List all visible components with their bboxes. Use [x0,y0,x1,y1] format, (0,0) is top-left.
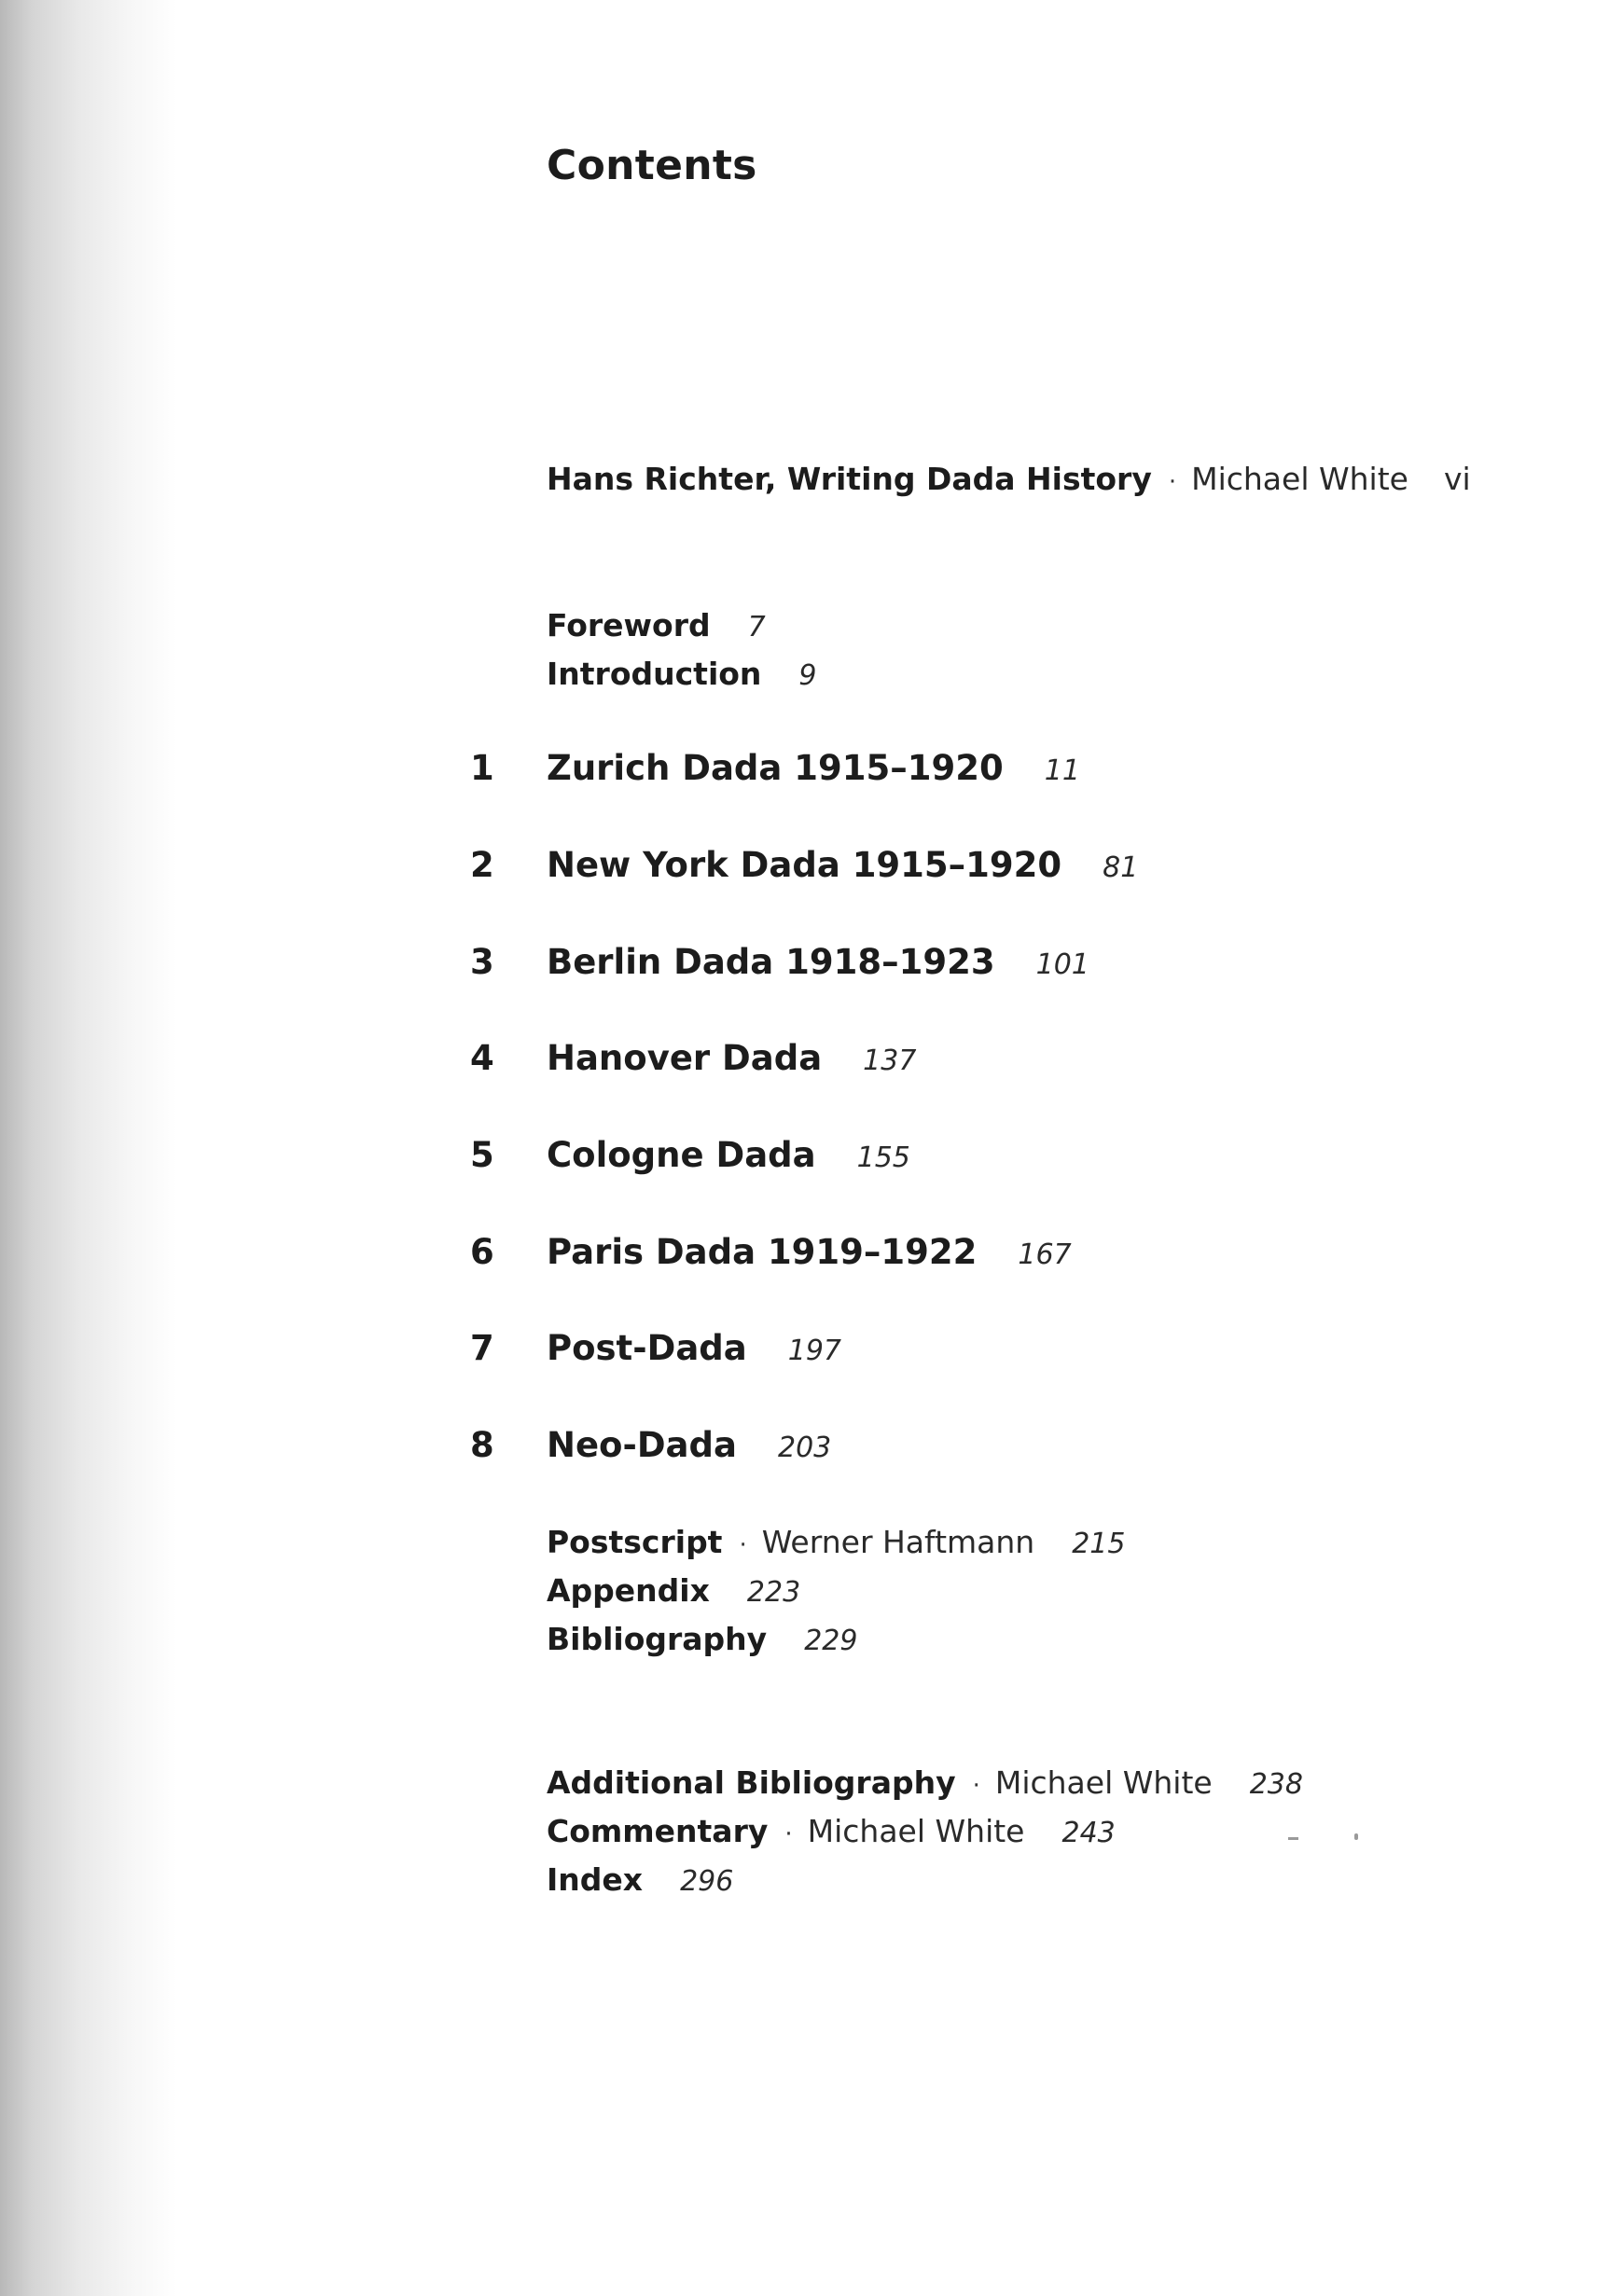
separator-dot: · [972,1772,980,1800]
chapter-number: 7 [470,1328,494,1368]
entry-page-number: 7 [747,611,766,643]
entry-title: Foreword [547,607,711,643]
entry-page-number: 81 [1103,851,1139,884]
toc-entry-chapter-1[interactable] [547,748,1080,796]
entry-page-number: 101 [1035,948,1089,981]
entry-title: Neo-Dada [547,1425,737,1465]
toc-entry-foreword[interactable] [547,607,766,656]
toc-entry-chapter-2[interactable] [547,845,1138,893]
entry-page-number: 155 [856,1141,910,1174]
entry-title: Additional Bibliography [547,1764,956,1801]
entry-title: Berlin Dada 1918–1923 [547,942,995,982]
chapter-number: 4 [470,1038,494,1078]
toc-entry-postscript[interactable] [547,1524,1125,1572]
entry-title: Post-Dada [547,1328,747,1368]
entry-page-number: 9 [798,659,817,692]
entry-title: Introduction [547,656,762,692]
entry-page-number: 243 [1061,1817,1116,1849]
entry-author: Michael White [807,1813,1025,1849]
toc-entry-bibliography[interactable] [547,1621,857,1669]
entry-author: Michael White [994,1764,1213,1801]
toc-entry-additional-bibliography[interactable] [547,1764,1303,1813]
entry-page-number: 203 [777,1432,832,1464]
chapter-number: 8 [470,1425,494,1465]
toc-entry-chapter-5[interactable] [547,1135,910,1183]
separator-dot: · [784,1820,793,1848]
chapter-number: 2 [470,845,494,885]
entry-title: Hans Richter, Writing Dada History [547,461,1152,497]
toc-entry-chapter-6[interactable] [547,1232,1072,1280]
chapter-number: 1 [470,748,494,788]
chapter-number: 3 [470,942,494,982]
entry-title: Index [547,1861,644,1898]
entry-title: Bibliography [547,1621,768,1657]
entry-title: Hanover Dada [547,1038,823,1078]
chapter-number: 6 [470,1232,494,1272]
toc-entry-chapter-7[interactable] [547,1328,841,1376]
toc-entry-writing-dada-history[interactable] [547,461,1471,509]
toc-entry-index[interactable] [547,1861,733,1910]
entry-page-number: 223 [746,1576,801,1609]
entry-page-number: 137 [863,1044,917,1077]
entry-page-number: 238 [1249,1768,1303,1801]
binding-gutter-shadow [0,0,177,2296]
entry-page-number: 11 [1044,754,1080,787]
page-title: Contents [547,142,757,189]
chapter-number: 5 [470,1135,494,1175]
entry-author: Werner Haftmann [761,1524,1035,1560]
entry-title: New York Dada 1915–1920 [547,845,1062,885]
entry-page-number: 167 [1018,1238,1072,1271]
toc-entry-chapter-4[interactable] [547,1038,916,1086]
toc-entry-chapter-8[interactable] [547,1425,831,1473]
entry-page-number: 229 [804,1625,858,1657]
toc-entry-commentary[interactable] [547,1813,1116,1861]
toc-entry-chapter-3[interactable] [547,942,1089,990]
entry-page-number: 296 [680,1865,734,1898]
entry-page-number: vi [1443,461,1471,497]
separator-dot: · [739,1531,747,1559]
entry-title: Cologne Dada [547,1135,816,1175]
entry-title: Appendix [547,1572,710,1609]
entry-title: Zurich Dada 1915–1920 [547,748,1004,788]
scan-speck [1354,1833,1358,1840]
entry-page-number: 197 [787,1335,842,1367]
entry-page-number: 215 [1072,1528,1126,1560]
toc-entry-introduction[interactable] [547,656,817,704]
toc-entry-appendix[interactable] [547,1572,800,1621]
entry-author: Michael White [1191,461,1408,497]
separator-dot: · [1168,468,1177,496]
entry-title: Postscript [547,1524,723,1560]
entry-title: Commentary [547,1813,769,1849]
entry-title: Paris Dada 1919–1922 [547,1232,978,1272]
scan-speck [1288,1837,1298,1840]
